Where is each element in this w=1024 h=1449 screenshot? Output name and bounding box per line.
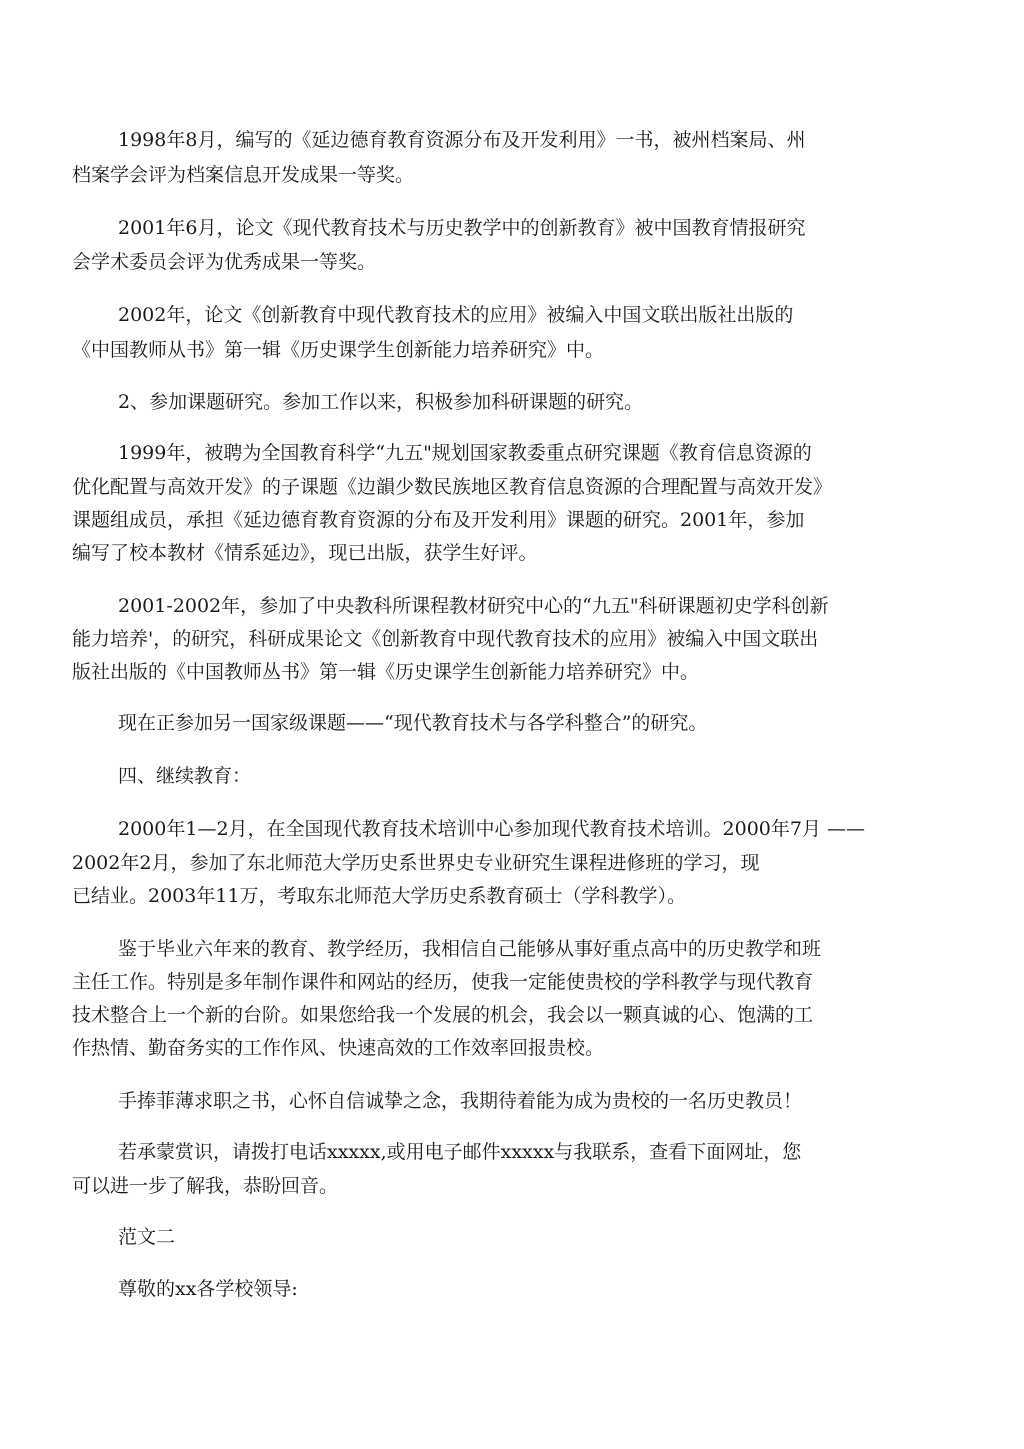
paragraph-line: 主任工作。特别是多年制作课件和网站的经历，使我一定能使贵校的学科教学与现代教育 xyxy=(72,971,814,993)
paragraph-line: 1999年，被聘为全国教育科学“九五"规划国家教委重点研究课题《教育信息资源的 xyxy=(118,442,812,464)
paragraph-line: 可以进一步了解我，恭盼回音。 xyxy=(72,1175,339,1197)
paragraph-line: 技术整合上一个新的台阶。如果您给我一个发展的机会，我会以一颗真诚的心、饱满的工 xyxy=(72,1004,814,1026)
paragraph-line: 2001年6月，论文《现代教育技术与历史教学中的创新教育》被中国教育情报研究 xyxy=(118,217,806,239)
paragraph-line: 2002年，论文《创新教育中现代教育技术的应用》被编入中国文联出版社出版的 xyxy=(118,304,794,326)
paragraph-line: 已结业。2003年11万，考取东北师范大学历史系教育硕士（学科教学）。 xyxy=(72,885,687,907)
paragraph-line: 《中国教师从书》第一辑《历史课学生创新能力培养研究》中。 xyxy=(72,339,605,361)
section-heading: 范文二 xyxy=(118,1226,176,1248)
salutation: 尊敬的xx各学校领导: xyxy=(118,1278,298,1300)
paragraph-line: 2、参加课题研究。参加工作以来，积极参加科研课题的研究。 xyxy=(118,391,644,413)
paragraph-line: 作热情、勤奋务实的工作作风、快速高效的工作效率回报贵校。 xyxy=(72,1037,605,1059)
paragraph-line: 鉴于毕业六年来的教育、教学经历，我相信自己能够从事好重点高中的历史教学和班 xyxy=(118,938,822,960)
paragraph-line: 若承蒙赏识，请拨打电话xxxxx,或用电子邮件xxxxx与我联系，查看下面网址，您 xyxy=(118,1141,802,1163)
paragraph-line: 手捧菲薄求职之书，心怀自信诚挚之念，我期待着能为成为贵校的一名历史教员！ xyxy=(118,1090,803,1112)
paragraph-line: 现在正参加另一国家级课题——“现代教育技术与各学科整合”的研究。 xyxy=(118,712,708,734)
paragraph-line: 2000年1—2月，在全国现代教育技术培训中心参加现代教育技术培训。2000年7月 —— xyxy=(118,818,866,840)
paragraph-line: 1998年8月，编写的《延边德育教育资源分布及开发利用》一书，被州档案局、州 xyxy=(118,129,806,151)
paragraph-line: 会学术委员会评为优秀成果一等奖。 xyxy=(72,251,377,273)
paragraph-line: 课题组成员，承担《延边德育教育资源的分布及开发利用》课题的研究。2001年，参加 xyxy=(72,509,805,531)
paragraph-line: 2001-2002年，参加了中央教科所课程教材研究中心的“九五"科研课题初史学科创新 xyxy=(118,595,829,617)
paragraph-line: 优化配置与高效开发》的子课题《边韻少数民族地区教育信息资源的合理配置与高效开发》 xyxy=(72,476,833,498)
paragraph-line: 2002年2月，参加了东北师范大学历史系世界史专业研究生课程进修班的学习，现 xyxy=(72,852,760,874)
paragraph-line: 档案学会评为档案信息开发成果一等奖。 xyxy=(72,164,415,186)
paragraph-line: 版社出版的《中国教师丛书》第一辑《历史课学生创新能力培养研究》中。 xyxy=(72,661,700,683)
paragraph-line: 编写了校本教材《情系延边》，现已出版，获学生好评。 xyxy=(72,542,538,564)
paragraph-line: 能力培养'，的研究，科研成果论文《创新教育中现代教育技术的应用》被编入中国文联出 xyxy=(72,628,819,650)
section-heading: 四、继续教育： xyxy=(118,765,252,787)
